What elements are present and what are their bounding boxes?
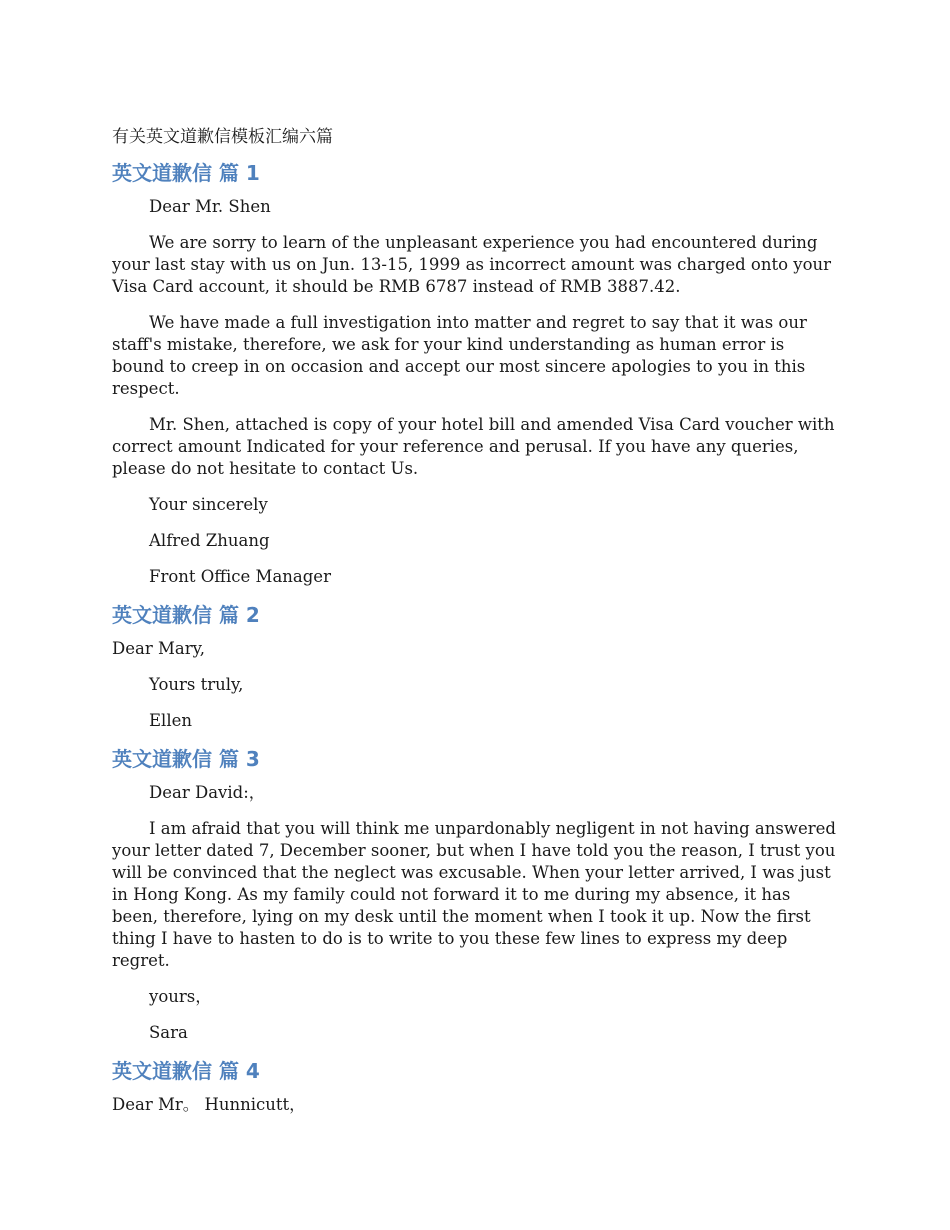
body-paragraph: Mr. Shen, attached is copy of your hotel bill and amended Visa Card voucher with correct amount Indicated for your reference and perusal. If you have any queries, please do not hesitate to contact Us. <box>112 415 835 478</box>
closing: Yours truly, <box>149 675 244 694</box>
section-heading-1: 英文道歉信 篇 1 <box>112 161 260 185</box>
signature-name: Alfred Zhuang <box>149 531 270 550</box>
section-heading-3: 英文道歉信 篇 3 <box>112 747 260 771</box>
body-paragraph: We have made a full investigation into matter and regret to say that it was our staff's mistake, therefore, we ask for your kind understanding as human error is bound to creep in on occasion and accept our most sincere apologies to you in this respect. <box>112 313 807 398</box>
body-paragraph: I am afraid that you will think me unpardonably negligent in not having answered your letter dated 7, December sooner, but when I have told you the reason, I trust you will be convinced that the neglect was excusable. When your letter arrived, I was just in Hong Kong. As my family could not forward it to me during my absence, it has been, therefore, lying on my desk until the moment when I took it up. Now the first thing I have to hasten to do is to write to you these few lines to express my deep regret. <box>112 819 836 970</box>
signature-title: Front Office Manager <box>149 567 331 586</box>
salutation: Dear David:， <box>149 783 266 802</box>
salutation: Dear Mary, <box>112 639 205 658</box>
section-heading-2: 英文道歉信 篇 2 <box>112 603 260 627</box>
document-page <box>112 124 840 1130</box>
document-title: 有关英文道歉信模板汇编六篇 <box>112 127 333 147</box>
salutation: Dear Mr。 Hunnicutt， <box>112 1095 306 1114</box>
salutation: Dear Mr. Shen <box>149 197 271 216</box>
signature-name: Sara <box>149 1023 188 1042</box>
closing: yours， <box>149 987 212 1006</box>
signature-name: Ellen <box>149 711 192 730</box>
closing: Your sincerely <box>149 495 268 514</box>
section-heading-4: 英文道歉信 篇 4 <box>112 1059 260 1083</box>
body-paragraph: We are sorry to learn of the unpleasant experience you had encountered during your last stay with us on Jun. 13-15, 1999 as incorrect amount was charged onto your Visa Card account, it should be RMB 6787 instead of RMB 3887.42. <box>112 233 832 296</box>
